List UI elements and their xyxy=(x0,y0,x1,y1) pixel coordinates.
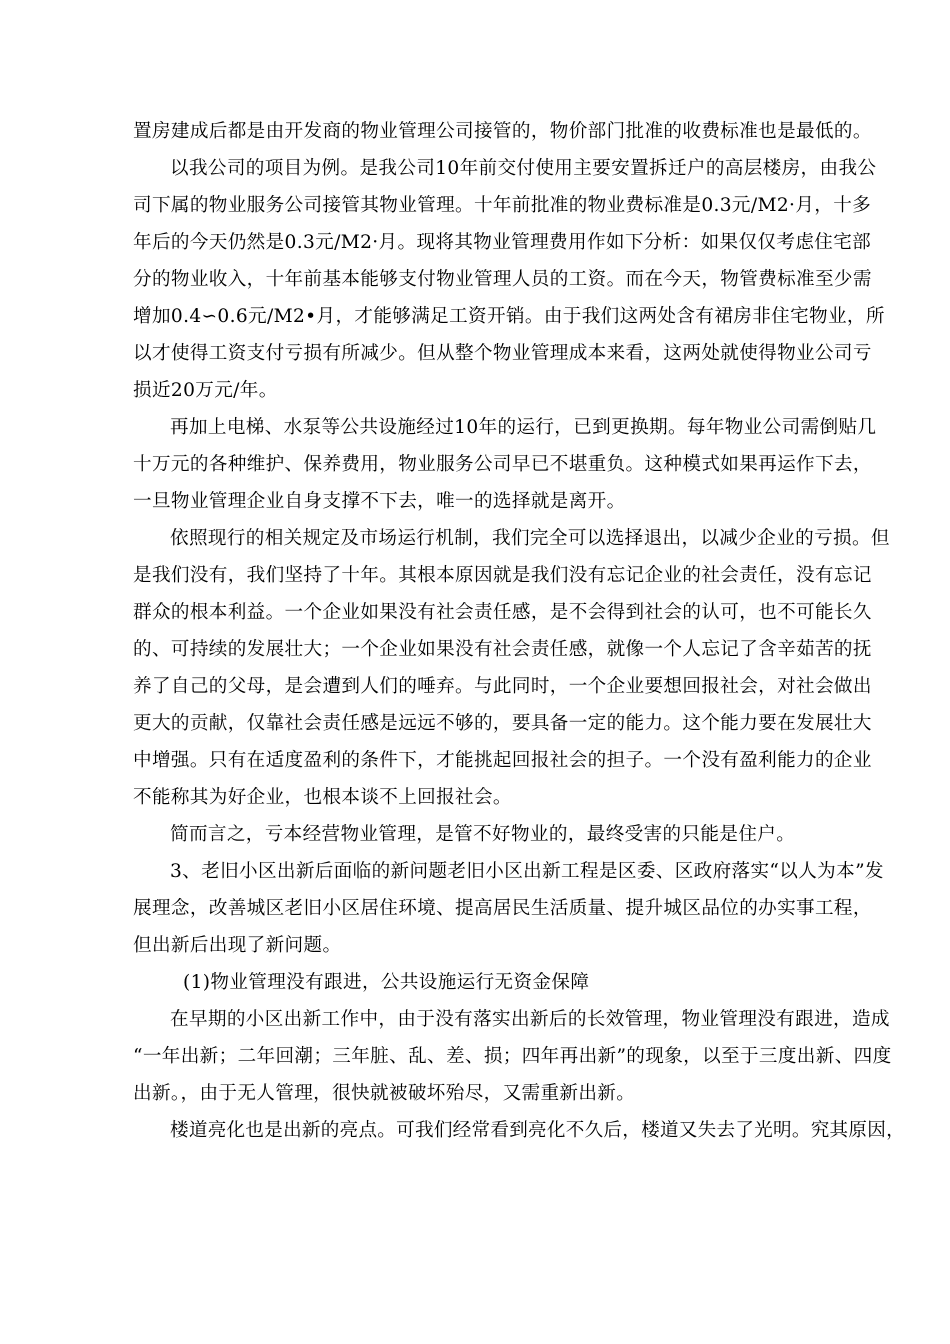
text-line: 以才使得工资支付亏损有所减少。但从整个物业管理成本来看，这两处就使得物业公司亏 xyxy=(133,343,872,364)
text-line: 在早期的小区出新工作中，由于没有落实出新后的长效管理，物业管理没有跟进，造成 xyxy=(170,1009,890,1030)
text-line: 更大的贡献，仅靠社会责任感是远远不够的，要具备一定的能力。这个能力要在发展壮大 xyxy=(133,713,872,734)
text-line: 一旦物业管理企业自身支撑不下去，唯一的选择就是离开。 xyxy=(133,491,626,512)
text-line: 以我公司的项目为例。是我公司10年前交付使用主要安置拆迁户的高层楼房，由我公 xyxy=(170,158,877,179)
text-line: 简而言之，亏本经营物业管理，是管不好物业的，最终受害的只能是住户。 xyxy=(170,824,796,845)
text-line: 置房建成后都是由开发商的物业管理公司接管的，物价部门批准的收费标准也是最低的。 xyxy=(133,121,872,142)
text-line: 不能称其为好企业，也根本谈不上回报社会。 xyxy=(133,787,512,808)
text-line: 楼道亮化也是出新的亮点。可我们经常看到亮化不久后，楼道又失去了光明。究其原因， xyxy=(170,1120,905,1141)
text-line: 损近20万元/年。 xyxy=(133,380,278,401)
text-line: 展理念，改善城区老旧小区居住环境、提高居民生活质量、提升城区品位的办实事工程， xyxy=(133,898,872,919)
text-line: 群众的根本利益。一个企业如果没有社会责任感，是不会得到社会的认可，也不可能长久 xyxy=(133,602,872,623)
text-line: 司下属的物业服务公司接管其物业管理。十年前批准的物业费标准是0.3元/M2·月，十多 xyxy=(133,195,872,216)
text-line: 的、可持续的发展壮大；一个企业如果没有社会责任感，就像一个人忘记了含辛茹苦的抚 xyxy=(133,639,872,660)
text-line: 增加0.4∽0.6元/M2•月，才能够满足工资开销。由于我们这两处含有裙房非住宅物业，所 xyxy=(133,306,885,327)
text-line: 但出新后出现了新问题。 xyxy=(133,935,342,956)
text-line: 养了自己的父母，是会遭到人们的唾弃。与此同时，一个企业要想回报社会，对社会做出 xyxy=(133,676,872,697)
text-line: 是我们没有，我们坚持了十年。其根本原因就是我们没有忘记企业的社会责任，没有忘记 xyxy=(133,565,872,586)
text-line: 3、老旧小区出新后面临的新问题老旧小区出新工程是区委、区政府落实“以人为本”发 xyxy=(170,861,884,882)
text-line: 中增强。只有在适度盈利的条件下，才能挑起回报社会的担子。一个没有盈利能力的企业 xyxy=(133,750,872,771)
text-line: “一年出新；二年回潮；三年脏、乱、差、损；四年再出新”的现象，以至于三度出新、四度 xyxy=(133,1046,892,1067)
text-line: 十万元的各种维护、保养费用，物业服务公司早已不堪重负。这种模式如果再运作下去， xyxy=(133,454,872,475)
text-line: 分的物业收入，十年前基本能够支付物业管理人员的工资。而在今天，物管费标准至少需 xyxy=(133,269,872,290)
text-line: 年后的今天仍然是0.3元/M2·月。现将其物业管理费用作如下分析：如果仅仅考虑住宅部 xyxy=(133,232,872,253)
text-line: (1)物业管理没有跟进，公共设施运行无资金保障 xyxy=(183,972,590,993)
document-page xyxy=(133,113,908,1149)
text-line: 依照现行的相关规定及市场运行机制，我们完全可以选择退出，以减少企业的亏损。但 xyxy=(170,528,890,549)
text-line: 再加上电梯、水泵等公共设施经过10年的运行，已到更换期。每年物业公司需倒贴几 xyxy=(170,417,877,438)
text-line: 出新。，由于无人管理，很快就被破坏殆尽，又需重新出新。 xyxy=(133,1083,636,1104)
